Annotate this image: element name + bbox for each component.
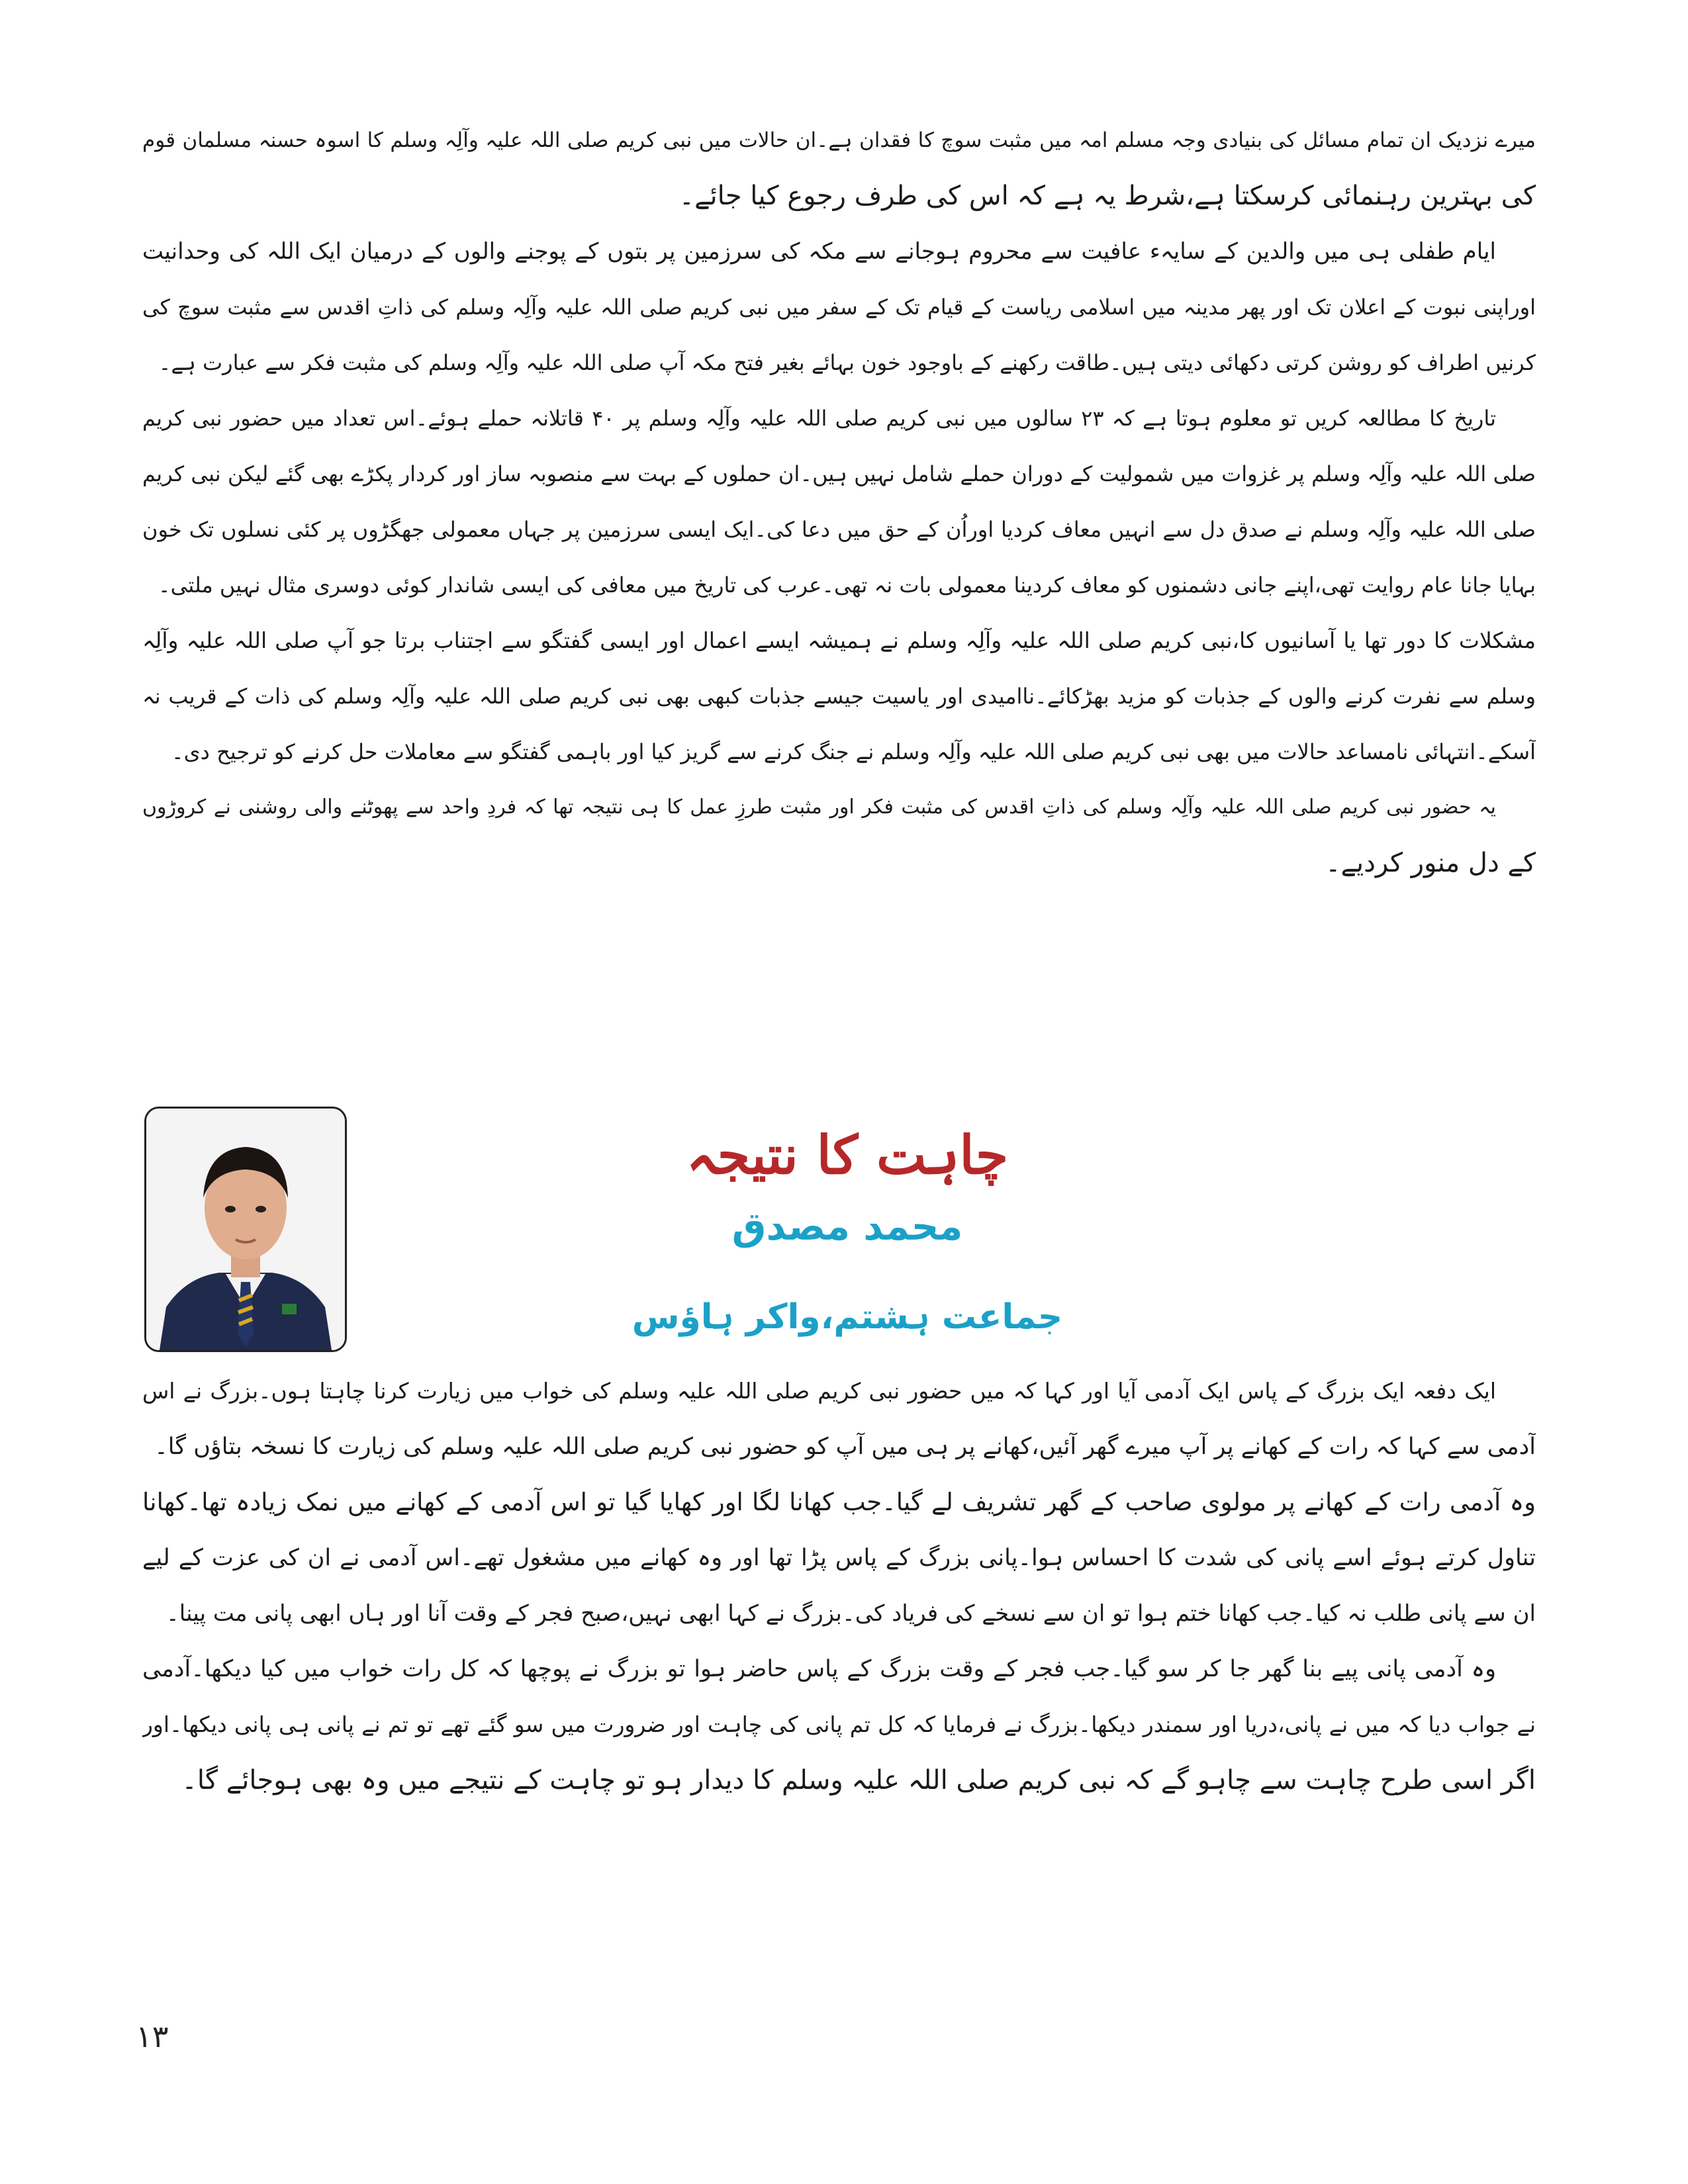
text-line: مشکلات کا دور تھا یا آسانیوں کا،نبی کریم صلی اللہ علیہ وآلِہ وسلم نے ہمیشہ ایسے اعمال اور ایسی گفتگو سے اجتناب برتا جو آپ صلی اللہ علیہ وآلِہ [142,627,1536,653]
text-line: آدمی سے کہا کہ رات کے کھانے پر آپ میرے گھر آئیں،کھانے پر ہی میں آپ کو حضور نبی کریم صلی اللہ علیہ وسلم کی زیارت کا نسخہ بتاؤں گا۔ [154,1433,1536,1460]
text-line: ایام طفلی ہی میں والدین کے سایہء عافیت سے محروم ہوجانے سے مکہ کی سرزمین پر بتوں کے پوجنے والوں کے درمیان ایک اللہ کی وحدانیت [142,238,1496,265]
text-line: نے جواب دیا کہ میں نے پانی،دریا اور سمندر دیکھا۔بزرگ نے فرمایا کہ کل تم پانی کی چاہت اور ضرورت میں سو گئے تھے تو تم نے پانی ہی پانی دیکھا۔اور [142,1711,1536,1737]
text-line: ان سے پانی طلب نہ کیا۔جب کھانا ختم ہوا تو ان سے نسخے کی فریاد کی۔بزرگ نے کہا ابھی نہیں،صبح فجر کے وقت آنا اور ہاں ابھی پانی مت پینا۔ [165,1600,1536,1627]
text-line: کی بہترین رہنمائی کرسکتا ہے،شرط یہ ہے کہ اس کی طرف رجوع کیا جائے۔ [679,181,1536,211]
article-title: چاہت کا نتیجہ [686,1124,1009,1186]
story-paragraph-2 [142,1475,1536,1641]
text-line: بہایا جانا عام روایت تھی،اپنے جانی دشمنوں کو معاف کردینا معمولی بات نہ تھی۔عرب کی تاریخ میں معافی کی ایسی شاندار کوئی دوسری مثال نہیں ملتی۔ [158,572,1536,598]
text-line: میرے نزدیک ان تمام مسائل کی بنیادی وجہ مسلم امہ میں مثبت سوچ کا فقدان ہے۔ان حالات میں نبی کریم صلی اللہ علیہ وآلِہ وسلم کا اسوہ حسنہ مسلمان قوم [142,128,1536,152]
text-line: تناول کرتے ہوئے اسے پانی کی شدت کا احساس ہوا۔پانی بزرگ کے پاس پڑا تھا اور وہ کھانے میں مشغول تھے۔اس آدمی نے ان کی عزت کے لیے [142,1545,1536,1571]
text-line: ایک دفعہ ایک بزرگ کے پاس ایک آدمی آیا اور کہا کہ میں حضور نبی کریم صلی اللہ علیہ وسلم کی خواب میں زیارت کرنا چاہتا ہوں۔بزرگ نے اس [142,1378,1496,1404]
student-portrait-image [146,1109,345,1350]
author-photo [144,1107,347,1352]
story-paragraph-1 [142,1363,1536,1475]
intro-paragraph-2 [142,224,1536,390]
intro-paragraph-3 [142,390,1536,613]
text-line: وسلم سے نفرت کرنے والوں کے جذبات کو مزید بھڑکائے۔ناامیدی اور یاسیت جیسے جذبات کبھی بھی نبی کریم صلی اللہ علیہ وآلِہ وسلم کی ذات کے قریب نہ [142,684,1536,709]
text-line: وہ آدمی پانی پیے بنا گھر جا کر سو گیا۔جب فجر کے وقت بزرگ کے پاس حاضر ہوا تو بزرگ نے پوچھا کہ کل رات خواب میں کیا دیکھا۔آدمی [142,1656,1496,1682]
intro-paragraph-1 [142,113,1536,224]
text-line: آسکے۔انتہائی نامساعد حالات میں بھی نبی کریم صلی اللہ علیہ وآلِہ وسلم نے جنگ کرنے سے گریز کیا اور باہمی گفتگو سے معاملات حل کرنے کو ترجیح دی۔ [171,739,1536,764]
story-paragraph-3 [142,1641,1536,1808]
text-line: صلی اللہ علیہ وآلِہ وسلم پر غزوات میں شمولیت کے دوران حملے شامل نہیں ہیں۔ان حملوں کے بہت سے منصوبہ ساز اور کردار پکڑے بھی گئے لیکن نبی کریم [142,461,1536,486]
text-line: کرنیں اطراف کو روشن کرتی دکھائی دیتی ہیں۔طاقت رکھنے کے باوجود خون بہائے بغیر فتح مکہ آپ صلی اللہ علیہ وآلِہ وسلم کی مثبت فکر سے عبارت ہے۔ [158,350,1536,375]
intro-paragraph-4 [142,613,1536,780]
intro-paragraph-5 [142,780,1536,891]
text-line: وہ آدمی رات کے کھانے پر مولوی صاحب کے گھر تشریف لے گیا۔جب کھانا لگا اور کھایا گیا تو اس آدمی کے کھانے میں نمک زیادہ تھا۔کھانا [142,1488,1536,1516]
author-class-house: جماعت ہشتم،واکر ہاؤس [632,1297,1063,1337]
text-line: کے دل منور کردیے۔ [1325,848,1536,878]
text-line: یہ حضور نبی کریم صلی اللہ علیہ وآلِہ وسلم کی ذاتِ اقدس کی مثبت فکر اور مثبت طرزِ عمل کا ہی نتیجہ تھا کہ فردِ واحد سے پھوٹنے والی روشنی نے کروڑوں [142,796,1496,819]
text-line: صلی اللہ علیہ وآلِہ وسلم نے صدق دل سے انہیں معاف کردیا اوراُن کے حق میں دعا کی۔ایک ایسی سرزمین پر جہاں معمولی جھگڑوں پر کئی نسلوں تک خون [142,517,1536,542]
story-section [142,1363,1536,1808]
page-number: ۱۳ [136,2019,169,2054]
article-author: محمد مصدق [731,1204,963,1249]
text-line: اگر اسی طرح چاہت سے چاہو گے کہ نبی کریم صلی اللہ علیہ وسلم کا دیدار ہو تو چاہت کے نتیجے میں وہ بھی ہوجائے گا۔ [181,1765,1536,1796]
text-line: اوراپنی نبوت کے اعلان تک اور پھر مدینہ میں اسلامی ریاست کے قیام تک کے سفر میں نبی کریم صلی اللہ علیہ وآلِہ وسلم کی ذاتِ اقدس سے مثبت سوچ کی [142,295,1536,320]
text-line: تاریخ کا مطالعہ کریں تو معلوم ہوتا ہے کہ ۲۳ سالوں میں نبی کریم صلی اللہ علیہ وآلِہ وسلم پر ۴۰ قاتلانہ حملے ہوئے۔اس تعداد میں حضور نبی کریم [142,406,1497,431]
intro-section [142,113,1536,891]
